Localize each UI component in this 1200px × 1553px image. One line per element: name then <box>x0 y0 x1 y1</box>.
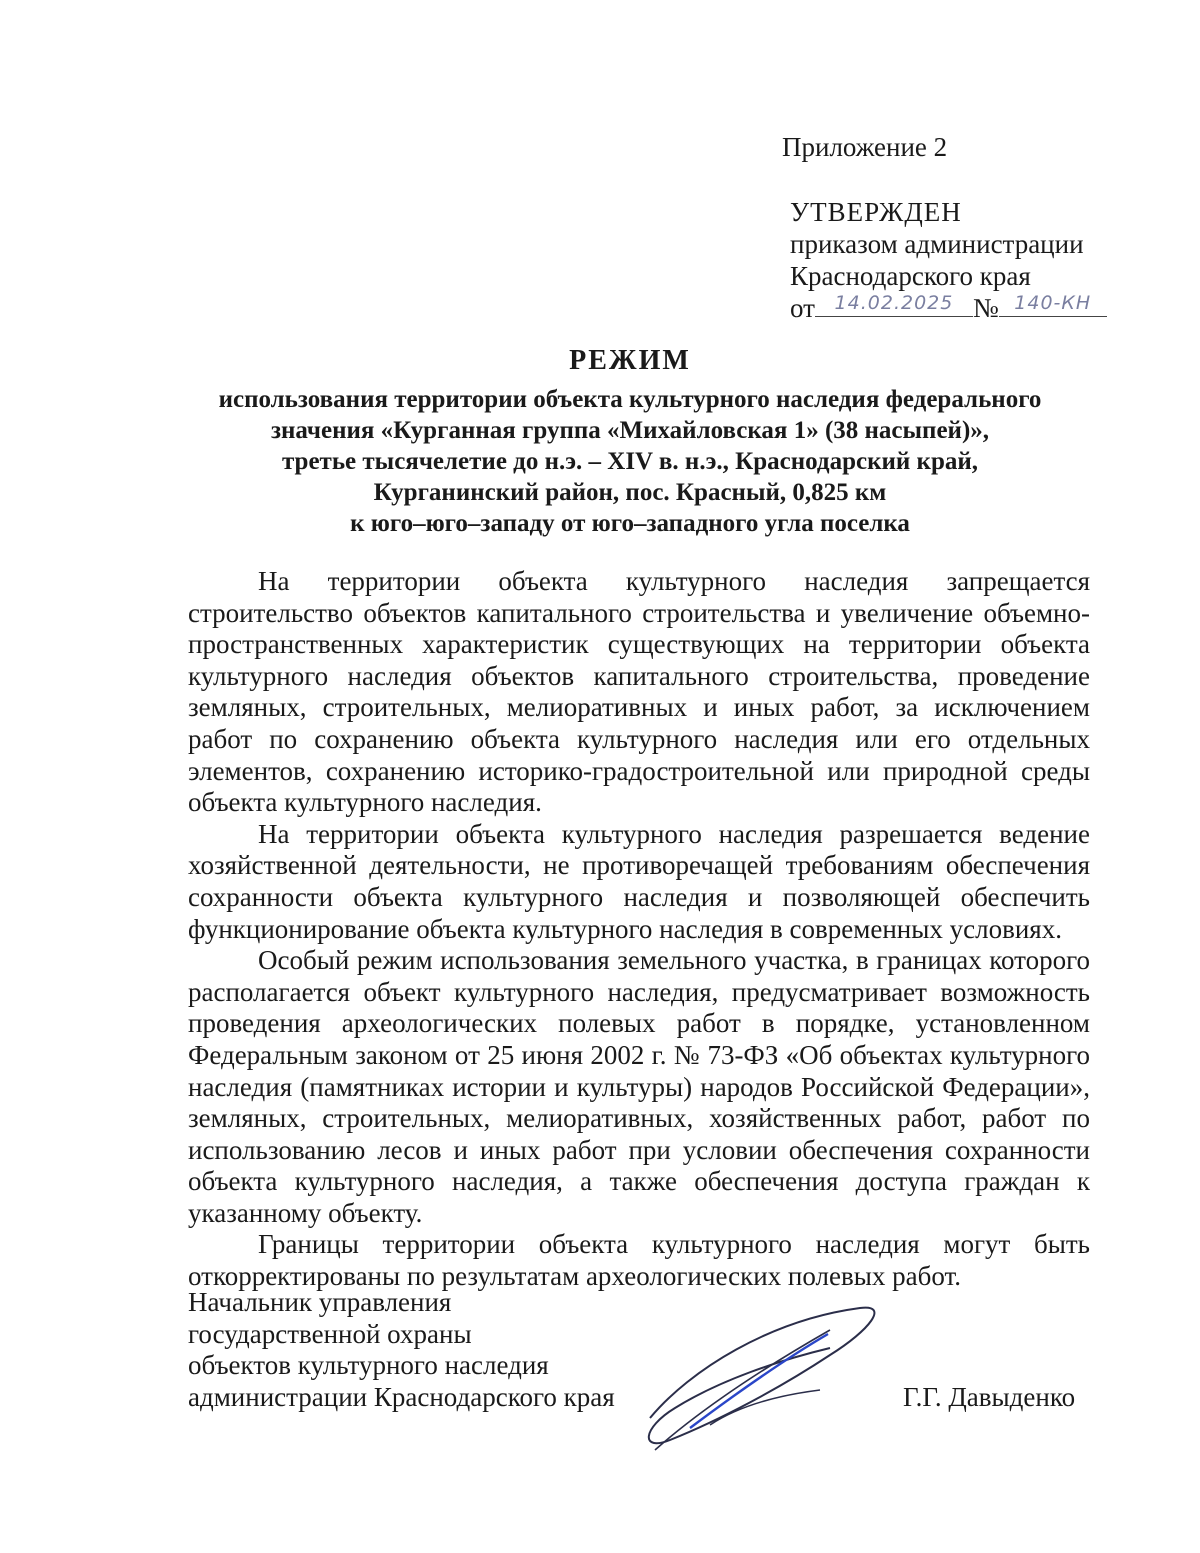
document-title <box>180 345 1080 539</box>
paragraph: На территории объекта культурного наследия разрешается ведение хозяйственной деятельности, не противоречащей требованиям обеспечения сохранности объекта культурного наследия и позволяющей обеспечить функционирование объекта культурного наследия в современных условиях. <box>188 818 1090 944</box>
title-line-2: значения «Курганная группа «Михайловская 1» (38 насыпей)», <box>270 417 990 444</box>
signatory-line-1: Начальник управления <box>188 1287 452 1317</box>
title-line-3: третье тысячелетие до н.э. – XIV в. н.э., Краснодарский край, <box>281 448 979 475</box>
date-prefix: от <box>790 293 815 323</box>
paragraph: Границы территории объекта культурного наследия могут быть откорректированы по результатам археологических полевых работ. <box>188 1229 1090 1292</box>
approval-heading: УТВЕРЖДЕН <box>790 197 962 227</box>
signatory-line-3: объектов культурного наследия <box>188 1350 549 1381</box>
date-field <box>815 292 973 317</box>
signatory-line-4: администрации Краснодарского края <box>188 1381 615 1412</box>
number-field <box>999 292 1107 317</box>
handwritten-signature <box>630 1300 890 1460</box>
title-main: РЕЖИМ <box>569 345 691 376</box>
paragraph: Особый режим использования земельного участка, в границах которого располагается объект культурного наследия, предусматривает возможность проведения археологических полевых работ в порядке, установленном Федеральным законом от 25 июня 2002 г. № 73-ФЗ «Об объектах культурного наследия (памятниках истории и культуры) народов Российской Федерации», земляных, строительных, мелиоративных, хозяйственных работ, работ по использованию лесов и иных работ при условии обеспечения сохранности объекта культурного наследия, а также обеспечения доступа граждан к указанному объекту. <box>188 945 1090 1228</box>
title-line-1: использования территории объекта культурного наследия федерального <box>218 386 1042 413</box>
title-line-5: к юго–юго–западу от юго–западного угла поселка <box>350 510 910 537</box>
approval-line-1: приказом администрации <box>790 229 1084 259</box>
handwritten-number: 140-КН <box>1014 292 1092 314</box>
signatory-position <box>188 1287 615 1413</box>
approval-line-2: Краснодарского края <box>790 261 1031 291</box>
signatory-name: Г.Г. Давыденко <box>903 1382 1076 1412</box>
approval-date-line <box>790 292 1107 324</box>
title-line-4: Курганинский район, пос. Красный, 0,825 км <box>373 479 887 506</box>
appendix-label: Приложение 2 <box>782 132 948 162</box>
approval-block <box>790 196 1107 324</box>
handwritten-date: 14.02.2025 <box>834 292 954 314</box>
body-text <box>188 566 1090 1293</box>
number-prefix: № <box>972 293 999 323</box>
signatory-line-2: государственной охраны <box>188 1318 472 1349</box>
paragraph: На территории объекта культурного наследия запрещается строительство объектов капитального строительства и увеличение объемно-пространственных характеристик существующих на территории объекта культурного наследия объектов капитального строительства, проведение земляных, строительных, мелиоративных и иных работ, за исключением работ по сохранению объекта культурного наследия или его отдельных элементов, сохранению историко-градостроительной или природной среды объекта культурного наследия. <box>188 566 1090 818</box>
